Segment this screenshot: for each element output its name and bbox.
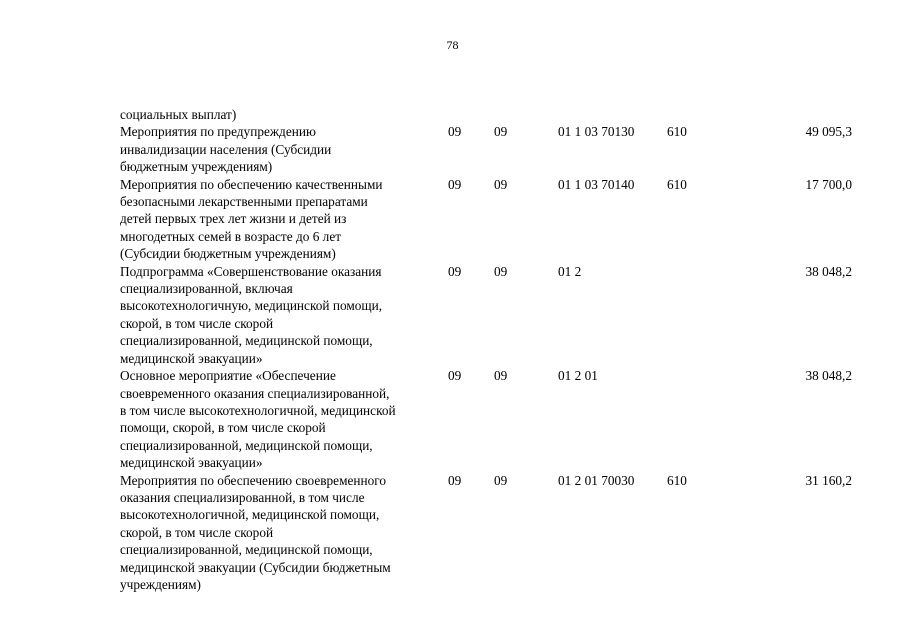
subsection-code: 09 (494, 472, 508, 488)
target-article-code: 01 1 03 70140 (558, 176, 635, 192)
expense-name: Основное мероприятие «Обеспечение своевременного оказания специализированной, в том числе высокотехнологичной, медицинской помощи, скорой, в том числе скорой специализированной, медицинской помощи, медицинской эвакуации» (120, 368, 396, 471)
table-row (120, 106, 855, 123)
subsection-code: 09 (494, 176, 508, 192)
page-number: 78 (446, 38, 459, 52)
subsection-code: 09 (494, 124, 508, 140)
section-code: 09 (448, 368, 462, 384)
target-article-code: 01 1 03 70130 (558, 124, 635, 140)
target-article-code: 01 2 01 (558, 368, 598, 384)
amount: 49 095,3 (805, 124, 852, 140)
expense-type-code: 610 (667, 124, 687, 140)
section-code: 09 (448, 263, 462, 279)
expense-type-code: 610 (667, 472, 687, 488)
expense-name: Мероприятия по обеспечению своевременного оказания специализированной, в том числе высокотехнологичной, медицинской помощи, скорой, в том числе скорой специализированной, медицинской помощи, медицинской эвакуации (Субсидии бюджетным учреждениям) (120, 472, 391, 592)
subsection-code: 09 (494, 368, 508, 384)
section-code: 09 (448, 124, 462, 140)
table-row (120, 263, 855, 367)
table-row (120, 176, 855, 263)
amount: 38 048,2 (805, 368, 852, 384)
target-article-code: 01 2 (558, 263, 582, 279)
section-code: 09 (448, 176, 462, 192)
section-code: 09 (448, 472, 462, 488)
target-article-code: 01 2 01 70030 (558, 472, 635, 488)
budget-table (120, 106, 855, 593)
table-row (120, 123, 855, 175)
expense-type-code: 610 (667, 176, 687, 192)
amount: 17 700,0 (805, 176, 852, 192)
table-row (120, 472, 855, 594)
table-row (120, 367, 855, 471)
amount: 38 048,2 (805, 263, 852, 279)
subsection-code: 09 (494, 263, 508, 279)
expense-name: Мероприятия по предупреждению инвалидизации населения (Субсидии бюджетным учреждениям) (120, 124, 332, 175)
amount: 31 160,2 (805, 472, 852, 488)
expense-name: социальных выплат) (120, 107, 237, 122)
expense-name: Подпрограмма «Совершенствование оказания специализированной, включая высокотехнологичную, медицинской помощи, скорой, в том числе скорой специализированной, медицинской помощи, медицинской эвакуации» (120, 263, 383, 366)
expense-name: Мероприятия по обеспечению качественными безопасными лекарственными препаратами детей первых трех лет жизни и детей из многодетных семей в возрасте до 6 лет (Субсидии бюджетным учреждениям) (120, 176, 383, 262)
